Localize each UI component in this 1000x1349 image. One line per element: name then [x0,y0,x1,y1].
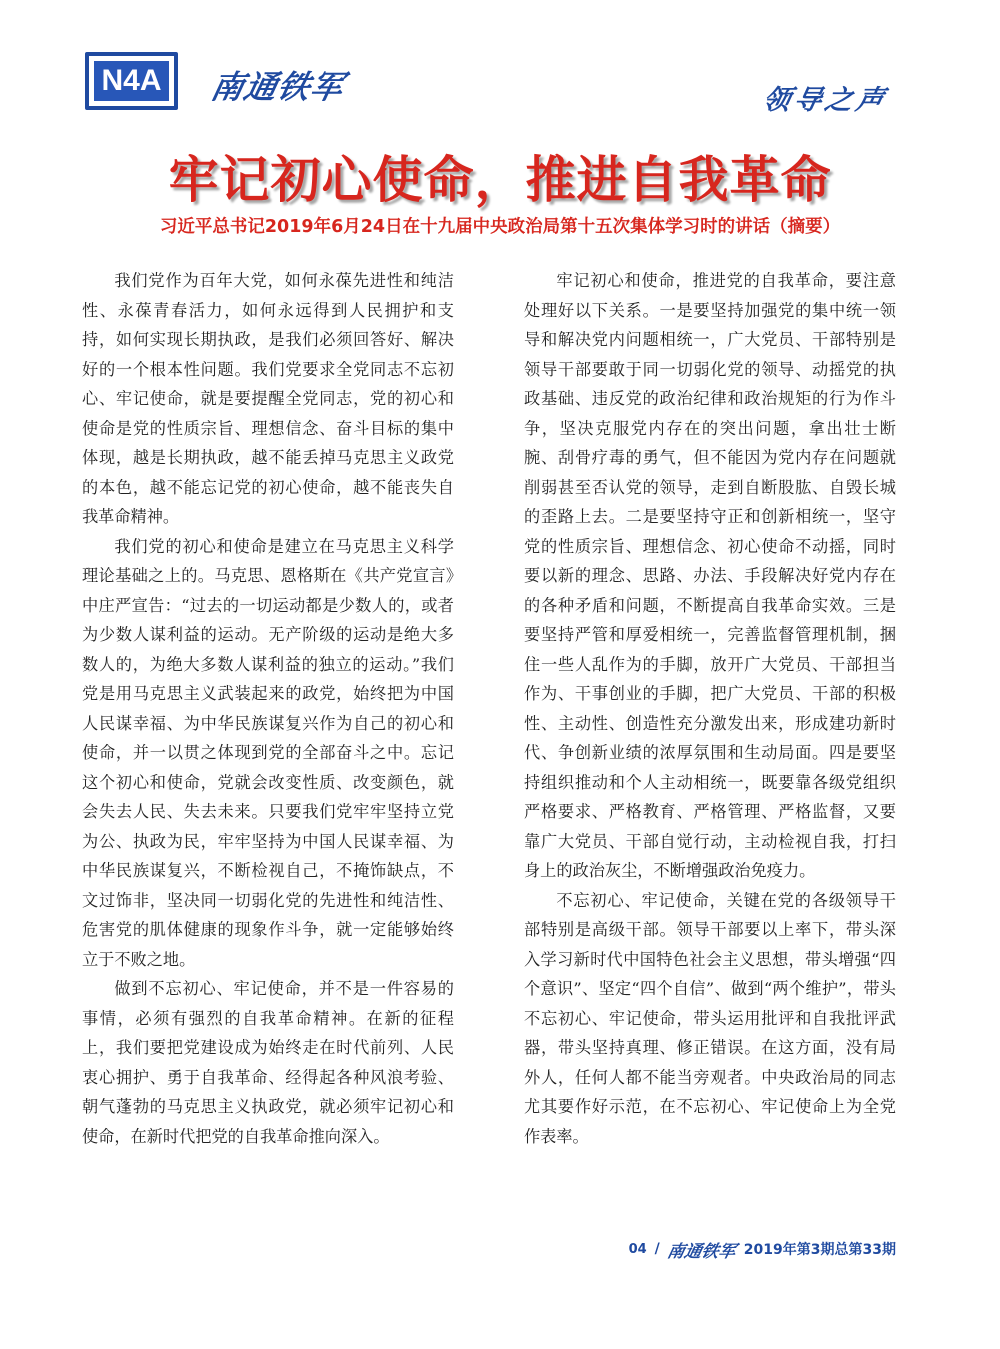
left-paragraph-1: 我们党作为百年大党，如何永葆先进性和纯洁性、永葆青春活力，如何永远得到人民拥护和支持，如何实现长期执政，是我们必须回答好、解决好的一个根本性问题。我们党要求全党同志不忘初心、牢记使命，就是要提醒全党同志，党的初心和使命是党的性质宗旨、理想信念、奋斗目标的集中体现，越是长期执政，越不能丢掉马克思主义政党的本色，越不能忘记党的初心使命，越不能丧失自我革命精神。 [82,271,454,526]
brand-title: 南通铁军 [207,68,348,106]
article-subtitle: 习近平总书记2019年6月24日在十九届中央政治局第十五次集体学习时的讲话（摘要） [159,217,841,237]
footer-brand: 南通铁军 [665,1241,738,1262]
right-paragraph-2: 不忘初心、牢记使命，关键在党的各级领导干部特别是高级干部。领导干部要以上率下，带头深入学习新时代中国特色社会主义思想，带头增强“四个意识”、坚定“四个自信”、做到“两个维护”，带头不忘初心、牢记使命，带头运用批评和自我批评武器，带头坚持真理、修正错误。在这方面，没有局外人，任何人都不能当旁观者。中央政治局的同志尤其要作好示范，在不忘初心、牢记使命上为全党作表率。 [524,890,896,1146]
n4a-logo [85,52,178,110]
left-column [82,266,454,1151]
footer-separator: / [654,1241,660,1257]
page-footer [629,1237,896,1261]
issue-number: 2019年第3期总第33期 [743,1242,896,1258]
left-paragraph-2: 我们党的初心和使命是建立在马克思主义科学理论基础之上的。马克思、恩格斯在《共产党宣言》中庄严宣告：“过去的一切运动都是少数人的，或者为少数人谋利益的运动。无产阶级的运动是绝大多数人的，为绝大多数人谋利益的独立的运动。”我们党是用马克思主义武装起来的政党，始终把为中国人民谋幸福、为中华民族谋复兴作为自己的初心和使命，并一以贯之体现到党的全部奋斗之中。忘记这个初心和使命，党就会改变性质、改变颜色，就会失去人民、失去未来。只要我们党牢牢坚持立党为公、执政为民，牢牢坚持为中国人民谋幸福、为中华民族谋复兴，不断检视自己，不掩饰缺点，不文过饰非，坚决同一切弱化党的先进性和纯洁性、危害党的肌体健康的现象作斗争，就一定能够始终立于不败之地。 [82,536,454,969]
page-number: 04 [628,1241,647,1257]
section-label: 领导之声 [760,85,891,116]
left-paragraph-3: 做到不忘初心、牢记使命，并不是一件容易的事情，必须有强烈的自我革命精神。在新的征程上，我们要把党建设成为始终走在时代前列、人民衷心拥护、勇于自我革命、经得起各种风浪考验、朝气蓬勃的马克思主义执政党，就必须牢记初心和使命，在新时代把党的自我革命推向深入。 [82,979,454,1146]
right-paragraph-1: 牢记初心和使命，推进党的自我革命，要注意处理好以下关系。一是要坚持加强党的集中统一领导和解决党内问题相统一，广大党员、干部特别是领导干部要敢于同一切弱化党的领导、动摇党的执政基础、违反党的政治纪律和政治规矩的行为作斗争，坚决克服党内存在的突出问题，拿出壮士断腕、刮骨疗毒的勇气，但不能因为党内存在问题就削弱甚至否认党的领导，走到自断股肱、自毁长城的歪路上去。二是要坚持守正和创新相统一，坚守党的性质宗旨、理想信念、初心使命不动摇，同时要以新的理念、思路、办法、手段解决好党内存在的各种矛盾和问题，不断提高自我革命实效。三是要坚持严管和厚爱相统一，完善监督管理机制，捆住一些人乱作为的手脚，放开广大党员、干部担当作为、干事创业的手脚，把广大党员、干部的积极性、主动性、创造性充分激发出来，形成建功新时代、争创新业绩的浓厚氛围和生动局面。四是要坚持组织推动和个人主动相统一，既要靠各级党组织严格要求、严格教育、严格管理、严格监督，又要靠广大党员、干部自觉行动，主动检视自我，打扫身上的政治灰尘，不断增强政治免疫力。 [524,271,896,880]
page-header [0,0,1000,120]
n4a-logo-text: N4A [94,61,169,101]
article-title: 牢记初心使命，推进自我革命 [168,151,832,209]
right-column [524,266,896,1151]
